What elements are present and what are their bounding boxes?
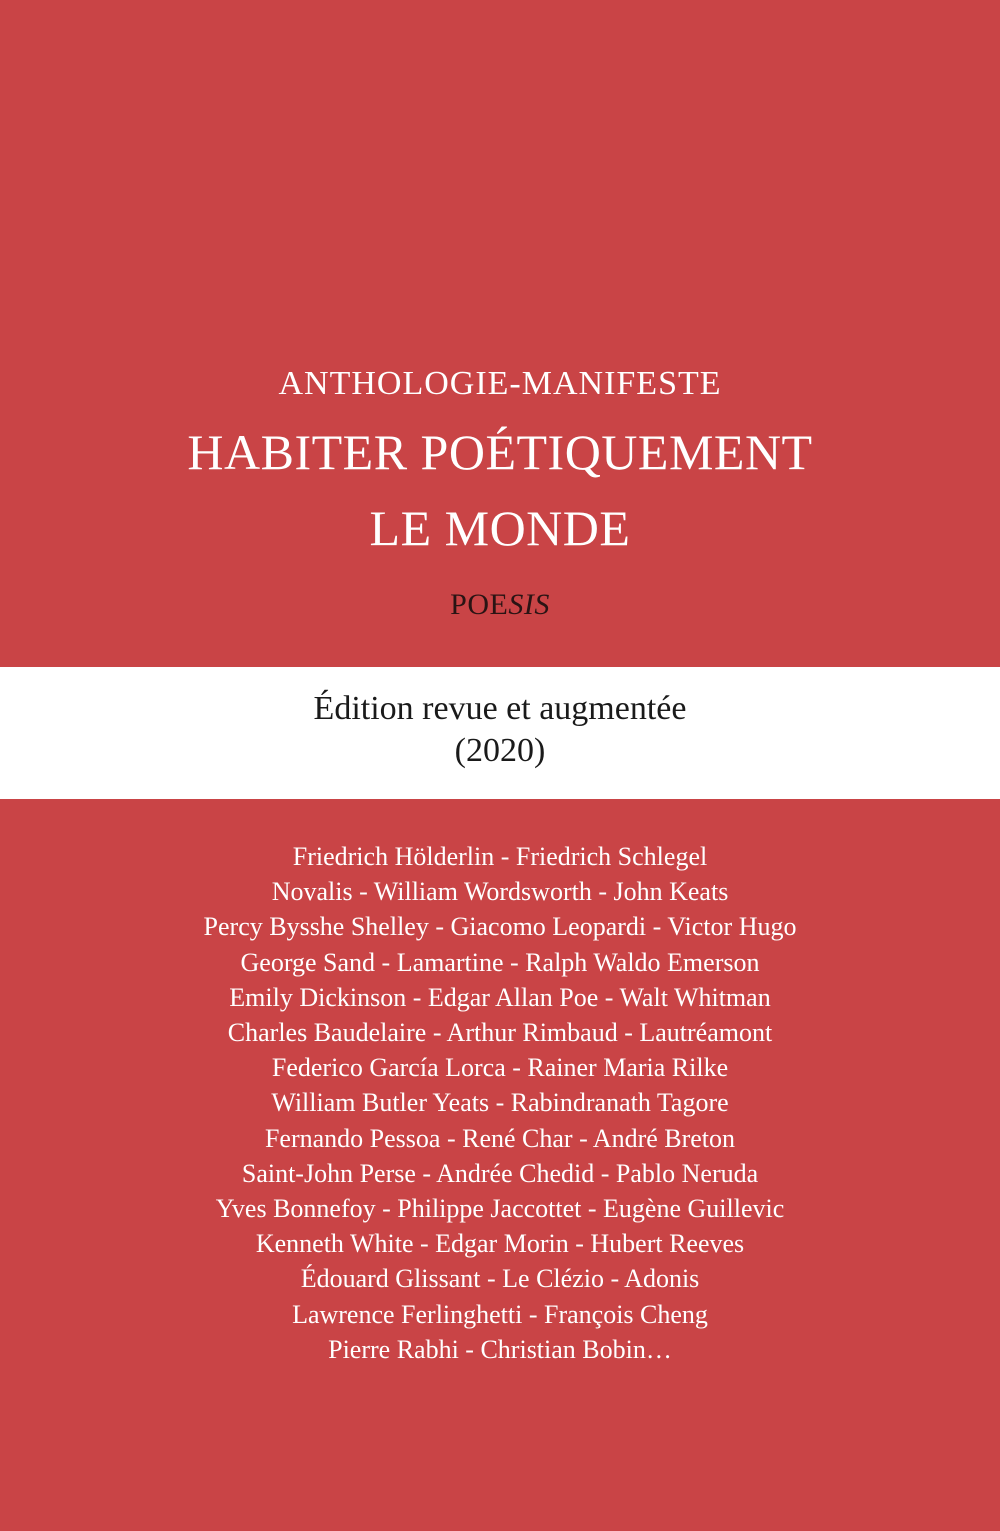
author-line: Édouard Glissant - Le Clézio - Adonis xyxy=(300,1264,700,1294)
book-title-line-1: HABITER POÉTIQUEMENT xyxy=(187,424,813,480)
book-title-line-2: LE MONDE xyxy=(369,500,631,556)
author-line: George Sand - Lamartine - Ralph Waldo Emerson xyxy=(240,947,760,977)
publisher-prefix: POE xyxy=(450,588,509,621)
publisher-name xyxy=(0,585,1000,625)
author-line: Kenneth White - Edgar Morin - Hubert Reeves xyxy=(255,1229,745,1259)
author-line: Novalis - William Wordsworth - John Keats xyxy=(271,877,729,907)
author-line: Lawrence Ferlinghetti - François Cheng xyxy=(292,1299,708,1329)
author-line: Friedrich Hölderlin - Friedrich Schlegel xyxy=(292,842,708,871)
author-line: Federico García Lorca - Rainer Maria Rilke xyxy=(271,1053,729,1083)
author-line: Emily Dickinson - Edgar Allan Poe - Walt Whitman xyxy=(229,982,771,1012)
author-line: Pierre Rabhi - Christian Bobin… xyxy=(328,1334,672,1364)
author-line: Charles Baudelaire - Arthur Rimbaud - Lautréamont xyxy=(227,1018,773,1048)
author-list xyxy=(0,839,1000,1367)
edition-year: (2020) xyxy=(454,732,546,769)
author-line: Percy Bysshe Shelley - Giacomo Leopardi - Victor Hugo xyxy=(203,912,797,942)
author-line: Saint-John Perse - Andrée Chedid - Pablo Neruda xyxy=(241,1158,759,1188)
author-line: William Butler Yeats - Rabindranath Tagore xyxy=(271,1088,729,1118)
author-line: Yves Bonnefoy - Philippe Jaccottet - Eugène Guillevic xyxy=(215,1194,785,1224)
series-label: ANTHOLOGIE-MANIFESTE xyxy=(278,365,722,402)
edition-note: Édition revue et augmentée xyxy=(313,690,687,727)
publisher-italic: SIS xyxy=(508,588,550,621)
author-line: Fernando Pessoa - René Char - André Breton xyxy=(264,1123,736,1153)
